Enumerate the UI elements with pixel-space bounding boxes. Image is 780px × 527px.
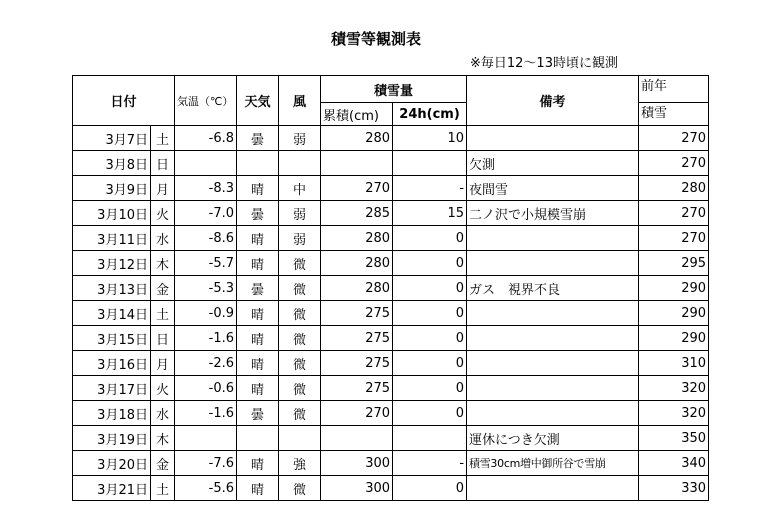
cell-weather: 曇: [237, 126, 279, 151]
cell-weather: 晴: [237, 476, 279, 501]
header-cumulative: 累積(cm): [321, 103, 393, 126]
cell-remark: [467, 476, 639, 501]
table-title: 積雪等観測表: [330, 30, 421, 48]
cell-prev-year-snow: 340: [639, 451, 709, 476]
cell-wind: 強: [279, 451, 321, 476]
cell-day-of-week: 火: [151, 376, 175, 401]
table-row: [73, 276, 709, 301]
cell-date: 3月13日: [73, 276, 151, 301]
cell-day-of-week: 月: [151, 176, 175, 201]
cell-wind: 微: [279, 326, 321, 351]
cell-prev-year-snow: 310: [639, 351, 709, 376]
cell-day-of-week: 木: [151, 426, 175, 451]
cell-wind: 微: [279, 401, 321, 426]
observation-note: ※毎日12～13時頃に観測: [470, 56, 618, 71]
cell-wind: 微: [279, 476, 321, 501]
table-row: [73, 201, 709, 226]
cell-weather: 晴: [237, 376, 279, 401]
cell-cumulative-snow: 270: [321, 401, 393, 426]
cell-24h-snow: 0: [393, 351, 467, 376]
cell-cumulative-snow: 275: [321, 301, 393, 326]
cell-date: 3月8日: [73, 151, 151, 176]
cell-temperature: -8.3: [175, 176, 237, 201]
cell-24h-snow: -: [393, 451, 467, 476]
cell-date: 3月21日: [73, 476, 151, 501]
cell-wind: 微: [279, 301, 321, 326]
cell-date: 3月10日: [73, 201, 151, 226]
cell-day-of-week: 土: [151, 126, 175, 151]
cell-remark: 運休につき欠測: [467, 426, 639, 451]
cell-weather: [237, 426, 279, 451]
cell-date: 3月14日: [73, 301, 151, 326]
table-body: [73, 126, 709, 501]
table-row: [73, 401, 709, 426]
table-row: [73, 126, 709, 151]
cell-day-of-week: 土: [151, 476, 175, 501]
header-prev-year-2: 積雪: [639, 103, 709, 126]
table-row: [73, 351, 709, 376]
cell-24h-snow: 0: [393, 276, 467, 301]
cell-cumulative-snow: [321, 426, 393, 451]
cell-prev-year-snow: 280: [639, 176, 709, 201]
header-prev-year-1: 前年: [639, 76, 709, 103]
cell-weather: 曇: [237, 201, 279, 226]
cell-wind: 微: [279, 376, 321, 401]
cell-wind: [279, 426, 321, 451]
cell-remark: 二ノ沢で小規模雪崩: [467, 201, 639, 226]
snow-observation-table: [72, 75, 709, 501]
cell-cumulative-snow: 270: [321, 176, 393, 201]
cell-remark: [467, 351, 639, 376]
cell-date: 3月19日: [73, 426, 151, 451]
header-temp: 気温（℃）: [175, 76, 237, 126]
header-wind: 風: [279, 76, 321, 126]
cell-day-of-week: 水: [151, 226, 175, 251]
cell-cumulative-snow: 280: [321, 276, 393, 301]
cell-24h-snow: 0: [393, 376, 467, 401]
cell-weather: 曇: [237, 276, 279, 301]
cell-temperature: -1.6: [175, 326, 237, 351]
cell-prev-year-snow: 320: [639, 376, 709, 401]
cell-prev-year-snow: 270: [639, 201, 709, 226]
cell-cumulative-snow: 300: [321, 451, 393, 476]
cell-weather: 晴: [237, 251, 279, 276]
cell-date: 3月9日: [73, 176, 151, 201]
cell-prev-year-snow: 330: [639, 476, 709, 501]
cell-prev-year-snow: 270: [639, 151, 709, 176]
cell-remark: ガス 視界不良: [467, 276, 639, 301]
table-row: [73, 376, 709, 401]
cell-wind: 微: [279, 251, 321, 276]
cell-temperature: -5.6: [175, 476, 237, 501]
cell-24h-snow: 0: [393, 401, 467, 426]
cell-weather: [237, 151, 279, 176]
table-row: [73, 151, 709, 176]
cell-24h-snow: 15: [393, 201, 467, 226]
cell-wind: 弱: [279, 126, 321, 151]
cell-wind: 中: [279, 176, 321, 201]
cell-24h-snow: 0: [393, 301, 467, 326]
cell-weather: 曇: [237, 401, 279, 426]
cell-remark: [467, 376, 639, 401]
cell-temperature: -7.0: [175, 201, 237, 226]
cell-24h-snow: 0: [393, 251, 467, 276]
cell-date: 3月7日: [73, 126, 151, 151]
cell-remark: [467, 226, 639, 251]
cell-cumulative-snow: 285: [321, 201, 393, 226]
cell-day-of-week: 火: [151, 201, 175, 226]
header-remarks: 備考: [467, 76, 639, 126]
cell-prev-year-snow: 350: [639, 426, 709, 451]
cell-date: 3月12日: [73, 251, 151, 276]
cell-remark: [467, 301, 639, 326]
cell-wind: 微: [279, 276, 321, 301]
table-row: [73, 426, 709, 451]
cell-remark: [467, 401, 639, 426]
cell-24h-snow: [393, 426, 467, 451]
cell-temperature: [175, 151, 237, 176]
cell-remark: [467, 251, 639, 276]
cell-remark: 欠測: [467, 151, 639, 176]
cell-temperature: -6.8: [175, 126, 237, 151]
cell-day-of-week: 月: [151, 351, 175, 376]
cell-remark: [467, 326, 639, 351]
table-row: [73, 251, 709, 276]
cell-weather: 晴: [237, 326, 279, 351]
cell-date: 3月17日: [73, 376, 151, 401]
cell-day-of-week: 木: [151, 251, 175, 276]
cell-cumulative-snow: 280: [321, 251, 393, 276]
table-row: [73, 301, 709, 326]
table-row: [73, 176, 709, 201]
cell-day-of-week: 金: [151, 276, 175, 301]
cell-prev-year-snow: 320: [639, 401, 709, 426]
cell-temperature: -5.7: [175, 251, 237, 276]
cell-24h-snow: -: [393, 176, 467, 201]
cell-day-of-week: 日: [151, 326, 175, 351]
cell-date: 3月18日: [73, 401, 151, 426]
cell-temperature: -0.6: [175, 376, 237, 401]
cell-wind: 弱: [279, 201, 321, 226]
cell-temperature: -1.6: [175, 401, 237, 426]
cell-temperature: [175, 426, 237, 451]
cell-24h-snow: 10: [393, 126, 467, 151]
header-weather: 天気: [237, 76, 279, 126]
cell-weather: 晴: [237, 226, 279, 251]
cell-temperature: -7.6: [175, 451, 237, 476]
cell-cumulative-snow: 275: [321, 376, 393, 401]
cell-cumulative-snow: [321, 151, 393, 176]
cell-weather: 晴: [237, 301, 279, 326]
cell-wind: [279, 151, 321, 176]
cell-cumulative-snow: 280: [321, 126, 393, 151]
cell-day-of-week: 水: [151, 401, 175, 426]
cell-date: 3月16日: [73, 351, 151, 376]
cell-temperature: -0.9: [175, 301, 237, 326]
cell-temperature: -5.3: [175, 276, 237, 301]
cell-weather: 晴: [237, 451, 279, 476]
cell-prev-year-snow: 270: [639, 126, 709, 151]
table-row: [73, 326, 709, 351]
cell-prev-year-snow: 270: [639, 226, 709, 251]
cell-cumulative-snow: 275: [321, 351, 393, 376]
table-row: [73, 476, 709, 501]
cell-cumulative-snow: 280: [321, 226, 393, 251]
cell-date: 3月20日: [73, 451, 151, 476]
header-24h: 24h(cm): [393, 103, 467, 126]
cell-cumulative-snow: 300: [321, 476, 393, 501]
cell-remark: 夜間雪: [467, 176, 639, 201]
cell-remark: [467, 126, 639, 151]
cell-prev-year-snow: 290: [639, 326, 709, 351]
cell-cumulative-snow: 275: [321, 326, 393, 351]
cell-24h-snow: 0: [393, 326, 467, 351]
header-snow: 積雪量: [321, 76, 467, 103]
cell-24h-snow: [393, 151, 467, 176]
cell-prev-year-snow: 290: [639, 301, 709, 326]
cell-prev-year-snow: 295: [639, 251, 709, 276]
cell-day-of-week: 土: [151, 301, 175, 326]
cell-remark: 積雪30cm増中御所谷で雪崩: [467, 451, 639, 476]
cell-24h-snow: 0: [393, 476, 467, 501]
cell-date: 3月15日: [73, 326, 151, 351]
table-row: [73, 226, 709, 251]
cell-wind: 微: [279, 351, 321, 376]
cell-24h-snow: 0: [393, 226, 467, 251]
cell-date: 3月11日: [73, 226, 151, 251]
cell-weather: 晴: [237, 176, 279, 201]
cell-temperature: -8.6: [175, 226, 237, 251]
cell-wind: 弱: [279, 226, 321, 251]
cell-day-of-week: 日: [151, 151, 175, 176]
cell-temperature: -2.6: [175, 351, 237, 376]
table-row: [73, 451, 709, 476]
cell-prev-year-snow: 290: [639, 276, 709, 301]
cell-weather: 晴: [237, 351, 279, 376]
header-date: 日付: [73, 76, 175, 126]
cell-day-of-week: 金: [151, 451, 175, 476]
